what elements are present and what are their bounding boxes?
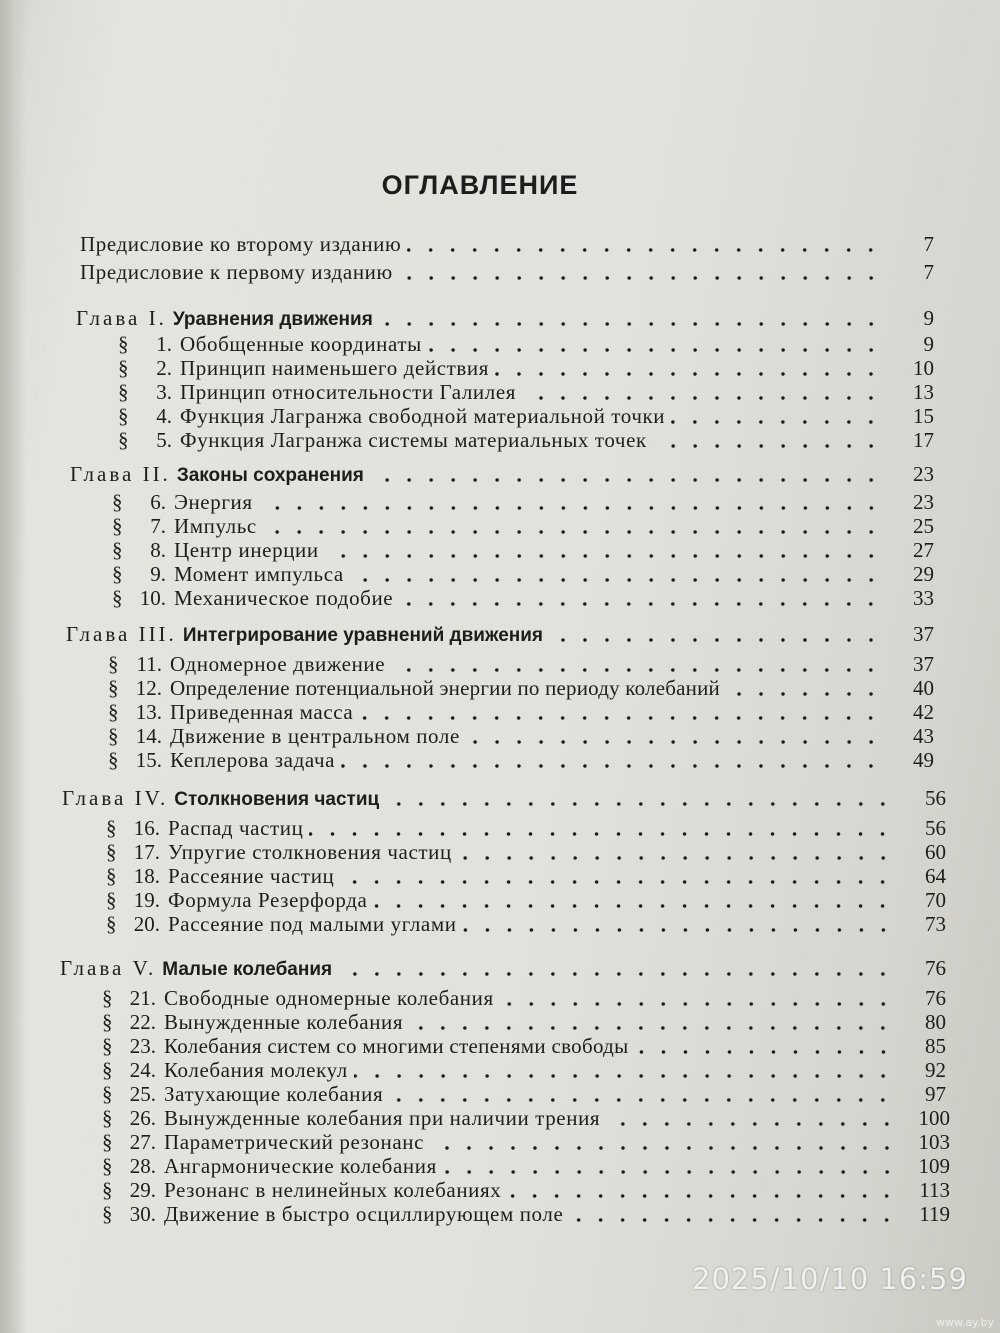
section-page: 23 — [913, 490, 934, 514]
section-symbol: § — [106, 888, 117, 912]
dot-leader — [391, 666, 882, 674]
section-page: 33 — [913, 586, 934, 610]
section-number — [112, 562, 174, 587]
section-index: 27. — [129, 1130, 156, 1154]
toc-entry-title: Предисловие ко второму изданию — [80, 232, 402, 256]
section-page: 103 — [918, 1130, 950, 1154]
toc-entry-section-1 — [118, 332, 934, 358]
toc-entry-section-28 — [102, 1154, 950, 1180]
section-page: 42 — [913, 700, 934, 724]
dot-leader — [338, 970, 894, 978]
dot-leader — [466, 738, 882, 746]
section-symbol: § — [102, 1130, 113, 1154]
toc-entry-preface-1 — [80, 260, 934, 286]
toc-entry-section-11 — [108, 652, 934, 678]
section-number — [112, 538, 174, 563]
section-title: Определение потенциальной энергии по периоду колебаний — [170, 676, 720, 700]
section-index: 19. — [133, 888, 160, 912]
section-number — [108, 748, 170, 773]
chapter-heading-4 — [62, 786, 946, 812]
section-number — [108, 676, 170, 701]
section-symbol: § — [106, 840, 117, 864]
dot-leader — [399, 274, 882, 282]
chapter-label: Глава I. — [76, 306, 167, 330]
section-number — [118, 356, 180, 381]
section-page: 17 — [913, 428, 934, 452]
section-number — [118, 404, 180, 429]
section-number — [102, 1058, 164, 1083]
toc-entry-preface-2 — [80, 232, 934, 258]
section-number — [102, 1178, 164, 1203]
dot-leader — [507, 1192, 898, 1200]
toc-entry-section-20 — [106, 912, 946, 938]
toc-entry-page: 7 — [923, 232, 934, 256]
chapter-page: 23 — [913, 462, 934, 486]
section-number — [112, 514, 174, 539]
section-index: 5. — [156, 428, 172, 452]
toc-entry-section-2 — [118, 356, 934, 382]
section-page: 15 — [913, 404, 934, 428]
section-index: 15. — [135, 748, 162, 772]
toc-entry-section-14 — [108, 724, 934, 750]
dot-leader — [379, 320, 882, 328]
section-title: Колебания молекул — [164, 1058, 348, 1082]
toc-entry-section-7 — [112, 514, 934, 540]
section-index: 4. — [156, 404, 172, 428]
section-index: 8. — [150, 538, 166, 562]
dot-leader — [341, 762, 882, 770]
dot-leader — [309, 830, 894, 838]
dot-leader — [340, 878, 894, 886]
toc-entry-section-5 — [118, 428, 934, 454]
section-title: Рассеяние частиц — [168, 864, 335, 888]
toc-entry-section-17 — [106, 840, 946, 866]
dot-leader — [430, 1144, 898, 1152]
section-number — [102, 1010, 164, 1035]
section-page: 92 — [925, 1058, 946, 1082]
dot-leader — [428, 346, 882, 354]
dot-leader — [522, 394, 882, 402]
section-page: 70 — [925, 888, 946, 912]
dot-leader — [635, 1048, 894, 1056]
section-symbol: § — [118, 380, 129, 404]
section-title: Вынужденные колебания — [164, 1010, 404, 1034]
dot-leader — [385, 800, 894, 808]
dot-leader — [370, 476, 882, 484]
section-page: 80 — [925, 1010, 946, 1034]
section-symbol: § — [118, 428, 129, 452]
toc-entry-section-9 — [112, 562, 934, 588]
section-index: 24. — [129, 1058, 156, 1082]
section-symbol: § — [106, 864, 117, 888]
section-title: Движение в быстро осциллирующем поле — [164, 1202, 564, 1226]
section-index: 25. — [129, 1082, 156, 1106]
dot-leader — [500, 1000, 894, 1008]
section-index: 12. — [135, 676, 162, 700]
section-index: 13. — [135, 700, 162, 724]
section-index: 21. — [129, 986, 156, 1010]
toc-entry-section-15 — [108, 748, 934, 774]
section-title: Ангармонические колебания — [164, 1154, 437, 1178]
section-page: 9 — [923, 332, 934, 356]
section-page: 85 — [925, 1034, 946, 1058]
section-symbol: § — [106, 816, 117, 840]
chapter-label: Глава IV. — [62, 786, 169, 810]
chapter-page: 56 — [925, 786, 946, 810]
section-page: 60 — [925, 840, 946, 864]
section-symbol: § — [118, 332, 129, 356]
dot-leader — [458, 854, 894, 862]
section-title: Формула Резерфорда — [168, 888, 368, 912]
section-title: Параметрический резонанс — [164, 1130, 425, 1154]
section-index: 17. — [133, 840, 160, 864]
section-symbol: § — [102, 1010, 113, 1034]
dot-leader — [325, 552, 882, 560]
section-symbol: § — [102, 1034, 113, 1058]
section-number — [118, 332, 180, 357]
section-page: 37 — [913, 652, 934, 676]
chapter-title: Малые колебания — [162, 959, 333, 980]
toc-entry-section-18 — [106, 864, 946, 890]
dot-leader — [263, 528, 882, 536]
section-number — [112, 586, 174, 611]
section-index: 2. — [156, 356, 172, 380]
toc-entry-section-16 — [106, 816, 946, 842]
section-index: 7. — [150, 514, 166, 538]
section-symbol: § — [102, 1106, 113, 1130]
section-title: Приведенная масса — [170, 700, 354, 724]
dot-leader — [399, 600, 882, 608]
section-index: 29. — [129, 1178, 156, 1202]
section-title: Движение в центральном поле — [170, 724, 460, 748]
chapter-heading-3 — [66, 622, 934, 648]
toc-entry-title: Предисловие к первому изданию — [80, 260, 393, 284]
section-symbol: § — [112, 514, 123, 538]
section-title: Энергия — [174, 490, 253, 514]
toc-entry-section-25 — [102, 1082, 946, 1108]
section-symbol: § — [108, 676, 119, 700]
section-title: Одномерное движение — [170, 652, 386, 676]
section-index: 11. — [136, 652, 162, 676]
section-symbol: § — [102, 986, 113, 1010]
chapter-title: Столкновения частиц — [174, 789, 380, 810]
chapter-page: 37 — [913, 622, 934, 646]
section-symbol: § — [112, 538, 123, 562]
dot-leader — [549, 636, 882, 644]
section-number — [108, 700, 170, 725]
section-page: 64 — [925, 864, 946, 888]
section-symbol: § — [118, 356, 129, 380]
section-index: 23. — [129, 1034, 156, 1058]
section-title: Момент импульса — [174, 562, 344, 586]
chapter-label: Глава II. — [70, 462, 171, 486]
section-number — [112, 490, 174, 515]
section-number — [118, 428, 180, 453]
section-page: 113 — [919, 1178, 950, 1202]
section-page: 25 — [913, 514, 934, 538]
chapter-heading-2 — [70, 462, 934, 488]
section-index: 26. — [129, 1106, 156, 1130]
section-page: 97 — [925, 1082, 946, 1106]
section-index: 9. — [150, 562, 166, 586]
toc-entry-section-8 — [112, 538, 934, 564]
toc-entry-section-29 — [102, 1178, 950, 1204]
section-symbol: § — [102, 1058, 113, 1082]
section-page: 76 — [925, 986, 946, 1010]
toc-entry-section-21 — [102, 986, 946, 1012]
toc-entry-section-12 — [108, 676, 934, 702]
chapter-heading-1 — [76, 306, 934, 332]
dot-leader — [354, 1072, 894, 1080]
section-page: 27 — [913, 538, 934, 562]
toc-entry-section-19 — [106, 888, 946, 914]
chapter-title: Интегрирование уравнений движения — [182, 625, 544, 646]
dot-leader — [373, 902, 894, 910]
dot-leader — [443, 1168, 898, 1176]
section-symbol: § — [112, 562, 123, 586]
section-title: Затухающие колебания — [164, 1082, 384, 1106]
section-index: 30. — [129, 1202, 156, 1226]
section-index: 3. — [156, 380, 172, 404]
section-title: Принцип наименьшего действия — [180, 356, 490, 380]
section-number — [108, 724, 170, 749]
section-symbol: § — [108, 748, 119, 772]
section-number — [102, 986, 164, 1011]
section-number — [108, 652, 170, 677]
section-number — [106, 888, 168, 913]
section-title: Резонанс в нелинейных колебаниях — [164, 1178, 502, 1202]
toc-entry-section-13 — [108, 700, 934, 726]
section-page: 56 — [925, 816, 946, 840]
toc-entry-page: 7 — [923, 260, 934, 284]
toc-entry-section-26 — [102, 1106, 950, 1132]
section-index: 1. — [156, 332, 172, 356]
section-title: Обобщенные координаты — [180, 332, 422, 356]
section-title: Колебания систем со многими степенями свободы — [164, 1034, 629, 1058]
section-number — [102, 1082, 164, 1107]
section-number — [106, 840, 168, 865]
section-index: 22. — [129, 1010, 156, 1034]
dot-leader — [407, 246, 882, 254]
section-symbol: § — [112, 586, 123, 610]
section-symbol: § — [106, 912, 117, 936]
section-title: Функция Лагранжа системы материальных точек — [180, 428, 647, 452]
section-title: Функция Лагранжа свободной материальной точки — [180, 404, 666, 428]
toc-entry-section-22 — [102, 1010, 946, 1036]
section-index: 18. — [133, 864, 160, 888]
section-title: Кеплерова задача — [170, 748, 336, 772]
section-index: 16. — [133, 816, 160, 840]
section-index: 10. — [139, 586, 166, 610]
dot-leader — [726, 690, 882, 698]
toc-entry-section-10 — [112, 586, 934, 612]
section-symbol: § — [108, 724, 119, 748]
section-index: 6. — [150, 490, 166, 514]
section-page: 13 — [913, 380, 934, 404]
section-number — [102, 1034, 164, 1059]
section-number — [102, 1154, 164, 1179]
section-number — [106, 864, 168, 889]
dot-leader — [409, 1024, 894, 1032]
toc-entry-section-27 — [102, 1130, 950, 1156]
section-symbol: § — [118, 404, 129, 428]
toc-entry-section-24 — [102, 1058, 946, 1084]
toc-entry-section-30 — [102, 1202, 950, 1228]
dot-leader — [653, 442, 882, 450]
section-title: Механическое подобие — [174, 586, 394, 610]
section-number — [106, 912, 168, 937]
section-number — [102, 1130, 164, 1155]
section-symbol: § — [102, 1178, 113, 1202]
dot-leader — [389, 1096, 894, 1104]
watermark: www.ay.by — [935, 1316, 994, 1329]
section-page: 29 — [913, 562, 934, 586]
toc-entry-section-4 — [118, 404, 934, 430]
chapter-heading-5 — [60, 956, 946, 982]
section-symbol: § — [102, 1202, 113, 1226]
section-index: 20. — [133, 912, 160, 936]
section-title: Импульс — [174, 514, 257, 538]
section-symbol: § — [108, 700, 119, 724]
section-symbol: § — [112, 490, 123, 514]
dot-leader — [606, 1120, 898, 1128]
section-page: 100 — [918, 1106, 950, 1130]
section-title: Распад частиц — [168, 816, 304, 840]
section-index: 14. — [135, 724, 162, 748]
dot-leader — [259, 504, 882, 512]
section-symbol: § — [108, 652, 119, 676]
section-number — [102, 1202, 164, 1227]
dot-leader — [569, 1216, 898, 1224]
section-title: Свободные одномерные колебания — [164, 986, 494, 1010]
dot-leader — [350, 576, 882, 584]
section-number — [106, 816, 168, 841]
section-page: 109 — [918, 1154, 950, 1178]
section-page: 43 — [913, 724, 934, 748]
section-title: Принцип относительности Галилея — [180, 380, 517, 404]
chapter-page: 76 — [925, 956, 946, 980]
section-title: Упругие столкновения частиц — [168, 840, 452, 864]
section-symbol: § — [102, 1082, 113, 1106]
dot-leader — [495, 370, 882, 378]
section-page: 10 — [913, 356, 934, 380]
section-title: Вынужденные колебания при наличии трения — [164, 1106, 601, 1130]
chapter-title: Законы сохранения — [176, 465, 364, 486]
toc-entry-section-23 — [102, 1034, 946, 1060]
section-page: 73 — [925, 912, 946, 936]
page-title: ОГЛАВЛЕНИЕ — [381, 170, 579, 200]
section-page: 119 — [919, 1202, 950, 1226]
section-number — [118, 380, 180, 405]
chapter-page: 9 — [923, 306, 934, 330]
dot-leader — [359, 714, 882, 722]
dot-leader — [463, 926, 894, 934]
section-index: 28. — [129, 1154, 156, 1178]
toc-entry-section-6 — [112, 490, 934, 516]
toc-entry-section-3 — [118, 380, 934, 406]
section-page: 40 — [913, 676, 934, 700]
section-page: 49 — [913, 748, 934, 772]
section-symbol: § — [102, 1154, 113, 1178]
section-title: Центр инерции — [174, 538, 319, 562]
chapter-label: Глава III. — [66, 622, 177, 646]
dot-leader — [671, 418, 882, 426]
section-title: Рассеяние под малыми углами — [168, 912, 457, 936]
chapter-label: Глава V. — [60, 956, 157, 980]
photo-timestamp: 2025/10/10 16:59 — [692, 1262, 968, 1296]
chapter-title: Уравнения движения — [172, 309, 373, 330]
section-number — [102, 1106, 164, 1131]
